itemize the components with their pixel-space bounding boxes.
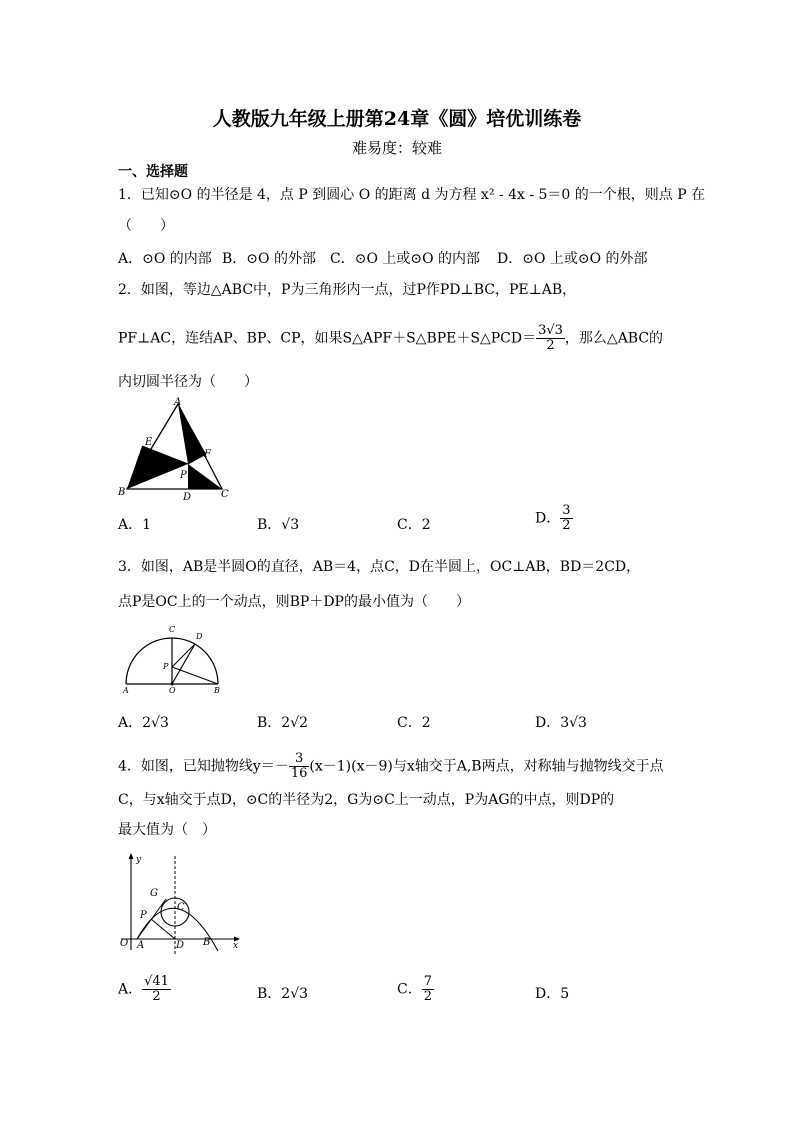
q4-option-c: C． $\frac{7}{2}$ xyxy=(397,974,432,1004)
q3-option-a: A．2√3 xyxy=(118,715,169,731)
q2-option-d: D． $\frac{3}{2}$ xyxy=(535,503,571,533)
q4-label-p: P xyxy=(140,910,147,921)
q2-stem-line2 xyxy=(118,324,663,353)
q4-label-c: C xyxy=(177,902,185,913)
q4-label-b: B xyxy=(203,937,211,948)
q4-stem-line1: 4．如图，已知抛物线y＝－ $\frac{3}{16}$ (x－1)(x－9)与x轴交于A,B两点，对称轴与抛物线交于点 xyxy=(118,751,664,781)
q3-semicircle-figure xyxy=(118,620,230,695)
q2-label-b: B xyxy=(118,487,126,498)
q2-option-b: B．√3 xyxy=(257,517,300,533)
q4-label-a: A xyxy=(137,940,145,951)
q2-label-a: A xyxy=(174,397,182,408)
q4-parabola-figure xyxy=(115,850,245,955)
q4-option-a-fraction: $\frac{√41}{2}$ xyxy=(144,974,169,1004)
q4-label-x: x xyxy=(233,941,239,951)
q1-option-a: A．⊙O 的内部 xyxy=(118,251,212,267)
q4-option-b: B．2√3 xyxy=(257,986,309,1002)
q2-line2-part-a: PF⊥AC，连结AP、BP、CP，如果S△APF＋S△BPE＋S△PCD＝ xyxy=(118,330,537,347)
q3-label-p: P xyxy=(163,662,169,671)
q2-line2-part-b: ，那么△ABC的 xyxy=(564,330,664,347)
q1-option-b: B．⊙O 的外部 xyxy=(222,251,316,267)
q2-label-f: F xyxy=(204,449,211,460)
q2-triangle-figure xyxy=(112,394,242,502)
q2-label-c: C xyxy=(221,489,229,500)
section-heading: 一、选择题 xyxy=(118,164,188,180)
q2-label-e: E xyxy=(145,437,153,448)
difficulty-label: 难易度：较难 xyxy=(351,139,442,157)
q2-label-d: D xyxy=(183,492,192,502)
q3-label-a: A xyxy=(123,686,129,695)
q2-stem-line1: 2．如图，等边△ABC中，P为三角形内一点，过P作PD⊥BC，PE⊥AB， xyxy=(118,282,577,298)
q1-option-d: D．⊙O 上或⊙O 的外部 xyxy=(497,251,648,267)
q4-stem-line3: 最大值为（ ） xyxy=(118,822,216,838)
q1-stem-line1: 1．已知⊙O 的半径是 4，点 P 到圆心 O 的距离 d 为方程 x² - 4x - 5＝0 的一个根，则点 P 在 xyxy=(118,187,706,203)
q4-label-g: G xyxy=(150,888,158,899)
q3-label-o: O xyxy=(169,686,176,695)
q4-label-o: O xyxy=(120,938,129,949)
q3-option-c: C．2 xyxy=(397,715,431,731)
q3-option-d: D．3√3 xyxy=(535,715,587,731)
q3-stem-line2: 点P是OC上的一个动点，则BP＋DP的最小值为（ ） xyxy=(118,594,470,610)
q2-label-p: P xyxy=(180,470,187,481)
q4-label-d: D xyxy=(176,940,185,951)
q2-option-a: A．1 xyxy=(118,517,152,533)
q4-option-d: D．5 xyxy=(535,986,570,1002)
q4-label-y: y xyxy=(136,855,142,865)
q1-option-c: C．⊙O 上或⊙O 的内部 xyxy=(330,251,481,267)
q4-coefficient-fraction: $\frac{3}{16}$ xyxy=(290,751,308,781)
q2-option-d-fraction: $\frac{3}{2}$ xyxy=(562,503,571,533)
q2-option-c: C．2 xyxy=(397,517,431,533)
q2-area-fraction: $\frac{3√3}{2}$ xyxy=(538,323,563,353)
q3-label-d: D xyxy=(196,632,203,641)
q3-stem-line1: 3．如图，AB是半圆O的直径，AB＝4，点C，D在半圆上，OC⊥AB，BD＝2CD， xyxy=(118,559,641,575)
q3-label-b: B xyxy=(214,686,220,695)
q4-option-a: A． $\frac{√41}{2}$ xyxy=(118,974,169,1004)
q4-option-c-fraction: $\frac{7}{2}$ xyxy=(423,974,432,1004)
q4-stem-line2: C，与x轴交于点D，⊙C的半径为2，G为⊙C上一动点，P为AG的中点，则DP的 xyxy=(118,792,615,808)
q3-option-b: B．2√2 xyxy=(257,715,309,731)
q1-stem-line2: （ ） xyxy=(118,218,174,234)
q2-stem-line3: 内切圆半径为（ ） xyxy=(118,374,258,390)
q3-label-c: C xyxy=(169,625,176,634)
page-title: 人教版九年级上册第24章《圆》培优训练卷 xyxy=(212,108,582,130)
